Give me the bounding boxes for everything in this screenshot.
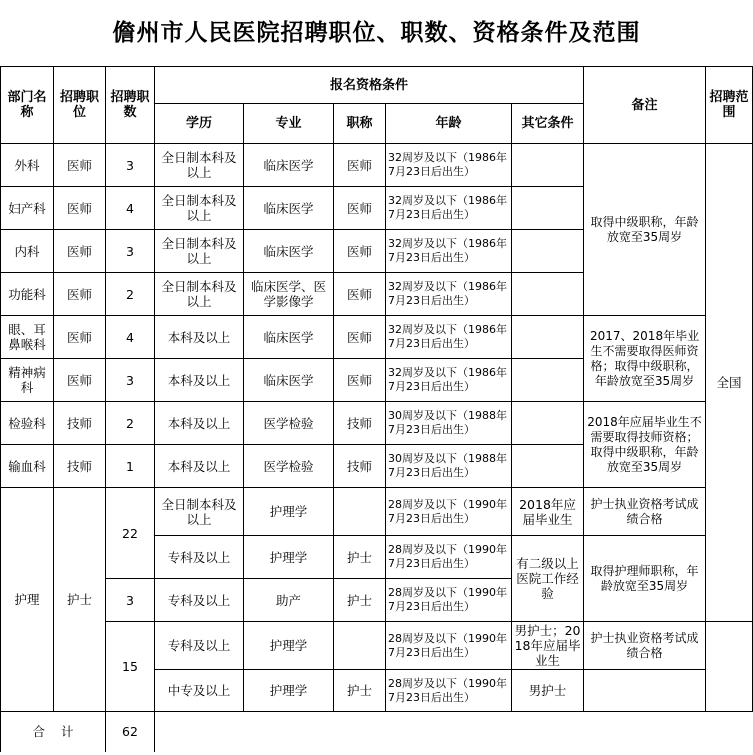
cell-count: 2: [106, 402, 155, 445]
cell-other: [512, 402, 584, 445]
remark-cell: 护士执业资格考试成绩合格: [584, 488, 706, 536]
cell-education: 专科及以上: [155, 536, 244, 579]
cell-other: [512, 144, 584, 187]
cell-dept: 检验科: [1, 402, 54, 445]
cell-position: 医师: [54, 359, 106, 402]
cell-age: 30周岁及以下（1988年7月23日后出生）: [386, 445, 512, 488]
table-row: [1, 488, 753, 536]
cell-other: 有二级以上医院工作经验: [512, 536, 584, 622]
header-education: 学历: [155, 104, 244, 144]
cell-count: 3: [106, 359, 155, 402]
header-qualifications: 报名资格条件: [155, 67, 584, 104]
cell-rank: 护士: [334, 579, 386, 622]
cell-count: 3: [106, 579, 155, 622]
cell-count: 3: [106, 230, 155, 273]
cell-position: 护士: [54, 488, 106, 712]
page-title: 儋州市人民医院招聘职位、职数、资格条件及范围: [112, 19, 641, 46]
cell-other: [512, 445, 584, 488]
cell-count: 22: [106, 488, 155, 579]
cell-major: 医学检验: [244, 402, 334, 445]
remark-cell: 2017、2018年毕业生不需要取得医师资格；取得中级职称，年龄放宽至35周岁: [584, 316, 706, 402]
cell-education: 本科及以上: [155, 359, 244, 402]
cell-age: 32周岁及以下（1986年7月23日后出生）: [386, 359, 512, 402]
header-remark: 备注: [584, 67, 706, 144]
cell-education: 全日制本科及以上: [155, 488, 244, 536]
header-dept: 部门名称: [1, 67, 54, 144]
cell-education: 本科及以上: [155, 445, 244, 488]
cell-rank: 医师: [334, 144, 386, 187]
scope-cell-empty: [706, 622, 753, 712]
cell-age: 32周岁及以下（1986年7月23日后出生）: [386, 273, 512, 316]
cell-rank: 护士: [334, 670, 386, 712]
cell-major: 护理学: [244, 622, 334, 670]
remark-cell-empty: [584, 670, 706, 712]
cell-other: 男护士: [512, 670, 584, 712]
cell-age: 28周岁及以下（1990年7月23日后出生）: [386, 622, 512, 670]
cell-major: 临床医学: [244, 187, 334, 230]
cell-age: 28周岁及以下（1990年7月23日后出生）: [386, 488, 512, 536]
cell-education: 中专及以上: [155, 670, 244, 712]
cell-age: 32周岁及以下（1986年7月23日后出生）: [386, 144, 512, 187]
total-row: [1, 712, 753, 752]
cell-count: 4: [106, 187, 155, 230]
cell-dept: 眼、耳鼻喉科: [1, 316, 54, 359]
cell-count: 2: [106, 273, 155, 316]
cell-other: [512, 273, 584, 316]
remark-cell: 取得护理师职称，年龄放宽至35周岁: [584, 536, 706, 622]
cell-age: 30周岁及以下（1988年7月23日后出生）: [386, 402, 512, 445]
header-age: 年龄: [386, 104, 512, 144]
cell-count: 3: [106, 144, 155, 187]
cell-position: 技师: [54, 445, 106, 488]
cell-age: 28周岁及以下（1990年7月23日后出生）: [386, 536, 512, 579]
cell-rank: 医师: [334, 273, 386, 316]
remark-cell: 护士执业资格考试成绩合格: [584, 622, 706, 670]
header-rank: 职称: [334, 104, 386, 144]
cell-major: 临床医学: [244, 144, 334, 187]
header-position: 招聘职位: [54, 67, 106, 144]
cell-dept: 外科: [1, 144, 54, 187]
cell-other: [512, 187, 584, 230]
cell-major: 医学检验: [244, 445, 334, 488]
scope-cell: 全国: [706, 144, 753, 622]
cell-major: 助产: [244, 579, 334, 622]
cell-rank: [334, 622, 386, 670]
cell-dept: 精神病科: [1, 359, 54, 402]
remark-cell: 取得中级职称，年龄放宽至35周岁: [584, 144, 706, 316]
cell-other: [512, 359, 584, 402]
cell-major: 临床医学: [244, 359, 334, 402]
cell-dept: 妇产科: [1, 187, 54, 230]
cell-rank: 医师: [334, 359, 386, 402]
header-other: 其它条件: [512, 104, 584, 144]
header-scope: 招聘范围: [706, 67, 753, 144]
remark-cell: 2018年应届毕业生不需要取得技师资格；取得中级职称，年龄放宽至35周岁: [584, 402, 706, 488]
cell-other: [512, 230, 584, 273]
recruitment-table: [0, 66, 753, 752]
cell-position: 技师: [54, 402, 106, 445]
cell-count: 15: [106, 622, 155, 712]
cell-rank: 技师: [334, 402, 386, 445]
cell-position: 医师: [54, 187, 106, 230]
cell-education: 专科及以上: [155, 622, 244, 670]
cell-rank: 医师: [334, 316, 386, 359]
cell-rank: 医师: [334, 230, 386, 273]
cell-education: 全日制本科及以上: [155, 187, 244, 230]
cell-major: 护理学: [244, 536, 334, 579]
cell-major: 临床医学、医学影像学: [244, 273, 334, 316]
cell-age: 32周岁及以下（1986年7月23日后出生）: [386, 187, 512, 230]
header-count: 招聘职数: [106, 67, 155, 144]
cell-count: 4: [106, 316, 155, 359]
cell-age: 28周岁及以下（1990年7月23日后出生）: [386, 670, 512, 712]
table-row: [1, 144, 753, 187]
cell-education: 专科及以上: [155, 579, 244, 622]
cell-rank: [334, 488, 386, 536]
cell-rank: 护士: [334, 536, 386, 579]
cell-education: 本科及以上: [155, 316, 244, 359]
cell-education: 全日制本科及以上: [155, 273, 244, 316]
total-label: 合 计: [1, 712, 106, 752]
cell-position: 医师: [54, 316, 106, 359]
cell-age: 32周岁及以下（1986年7月23日后出生）: [386, 230, 512, 273]
cell-major: 临床医学: [244, 316, 334, 359]
cell-age: 28周岁及以下（1990年7月23日后出生）: [386, 579, 512, 622]
cell-dept: 功能科: [1, 273, 54, 316]
header-major: 专业: [244, 104, 334, 144]
cell-other: 男护士；2018年应届毕业生: [512, 622, 584, 670]
cell-major: 护理学: [244, 670, 334, 712]
cell-major: 临床医学: [244, 230, 334, 273]
total-count: 62: [106, 712, 155, 752]
cell-position: 医师: [54, 273, 106, 316]
table-row: [1, 402, 753, 445]
cell-major: 护理学: [244, 488, 334, 536]
cell-position: 医师: [54, 144, 106, 187]
cell-dept: 输血科: [1, 445, 54, 488]
cell-education: 全日制本科及以上: [155, 144, 244, 187]
cell-rank: 医师: [334, 187, 386, 230]
cell-other: [512, 316, 584, 359]
cell-education: 本科及以上: [155, 402, 244, 445]
cell-dept: 内科: [1, 230, 54, 273]
cell-position: 医师: [54, 230, 106, 273]
cell-rank: 技师: [334, 445, 386, 488]
cell-age: 32周岁及以下（1986年7月23日后出生）: [386, 316, 512, 359]
cell-education: 全日制本科及以上: [155, 230, 244, 273]
table-row: [1, 622, 753, 670]
cell-other: 2018年应届毕业生: [512, 488, 584, 536]
cell-dept: 护理: [1, 488, 54, 712]
table-row: [1, 316, 753, 359]
cell-count: 1: [106, 445, 155, 488]
